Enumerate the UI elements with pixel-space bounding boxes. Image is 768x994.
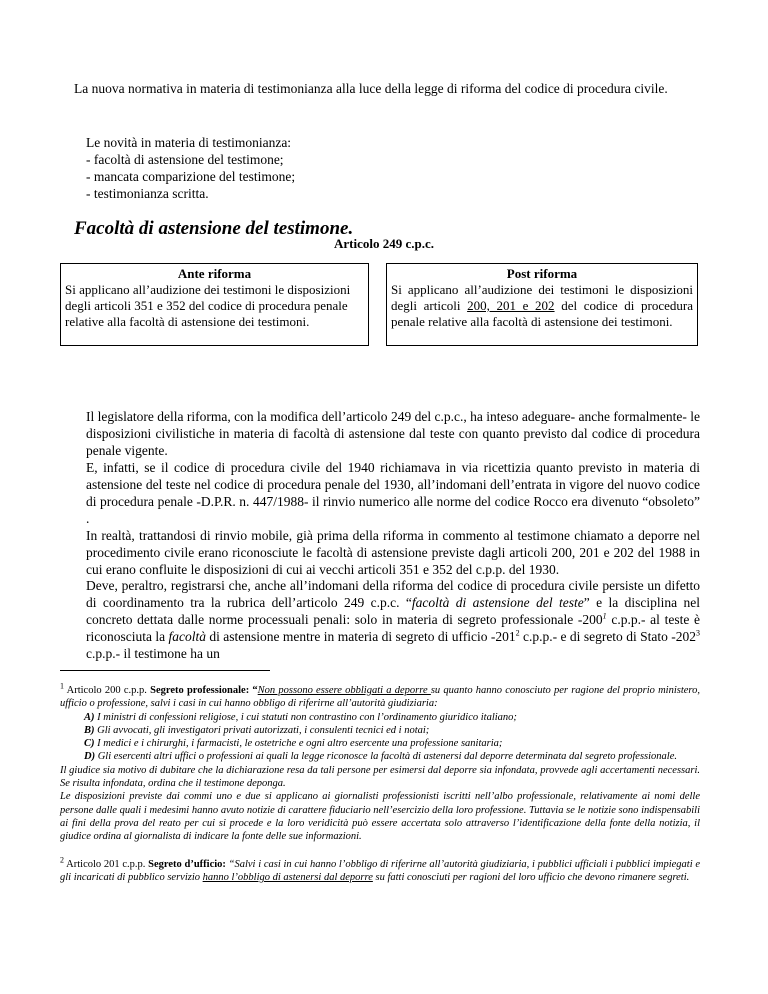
ante-riforma-box [60, 263, 369, 346]
text-run: Deve, peraltro, registrarsi che, anche all’indomani della riforma del codice di procedura civile persiste un difetto di coordinamento tra la rubrica dell’articolo 249 c.p.c. “ [86, 578, 700, 610]
novita-item: - testimonianza scritta. [86, 186, 209, 201]
list-text: I medici e i chirurghi, i farmacisti, le ostetriche e ogni altro esercente una professione sanitaria; [97, 738, 503, 750]
post-riforma-articles: 200, 201 e 202 [467, 298, 555, 313]
list-item [60, 711, 700, 724]
novita-title: Le novità in materia di testimonianza: [86, 135, 292, 150]
body-paragraph-1 [86, 408, 700, 578]
text-run: di astensione mentre in materia di segreto di ufficio -201 [206, 629, 516, 644]
footnote-number: 2 [60, 855, 64, 865]
footnote-ref-1[interactable]: 1 [602, 611, 607, 621]
text-run-italic: facoltà di astensione del teste [411, 595, 584, 610]
list-key: B) [84, 724, 95, 736]
list-key: A) [84, 711, 95, 723]
ante-riforma-heading: Ante riforma [177, 266, 252, 281]
text-run: ” e la disciplina nel concreto dettata dalle norme processuali penali: solo in materia di segreto professionale -200 [86, 595, 700, 627]
text-run-italic: su fatti conosciuti per ragioni del loro ufficio che devono rimanere segreti. [372, 872, 690, 884]
footnote-title: Segreto professionale: “ [150, 685, 258, 696]
intro-text: La nuova normativa in materia di testimonianza alla luce della legge di riforma del codice di procedura civile. [74, 81, 668, 96]
novita-item: - mancata comparizione del testimone; [86, 169, 296, 184]
text-run-italic: “Salvi i casi in cui hanno l’obbligo di riferirne all’autorità giudiziaria, i pubblici ufficiali i pubblici impiegati e gli incaricati di pubblico servizio [60, 859, 701, 884]
list-text: Gli avvocati, gli investigatori privati autorizzati, i consulenti tecnici ed i notai; [97, 724, 430, 736]
footnote-divider [60, 670, 270, 671]
list-text: Gli esercenti altri uffici o professioni ai quali la legge riconosce la facoltà di astenersi dal deporre determinata dal segreto professionale. [97, 751, 677, 763]
post-riforma-heading: Post riforma [506, 266, 578, 281]
body-line: In realtà, trattandosi di rinvio mobile, già prima della riforma in commento al testimone chiamato a deporre nel procedimento civile erano riconosciute le facoltà di astensione previste dagli articoli 200, 201 e 202 del 1988 in cui erano confluite le disposizioni di cui ai vecchi articoli 351 e 352 del c.p.p. del 1930. [86, 528, 700, 577]
article-title: Articolo 249 c.p.c. [333, 236, 434, 251]
text-run: Articolo 201 c.p.p. [64, 859, 149, 870]
post-riforma-text-pre: Si applicano all’audizione dei testimoni le disposizioni degli articoli [391, 282, 693, 313]
text-run-underlined: hanno l’obbligo di astenersi dal deporre [202, 872, 373, 884]
footnote-ref-2[interactable]: 2 [515, 628, 520, 638]
novita-item: - facoltà di astensione del testimone; [86, 152, 284, 167]
footnote-1-para: Le disposizioni previste dai commi uno e due si applicano ai giornalisti professionisti iscritti nell’albo professionale, relativamente ai nomi delle persone dalle quali i medesimi hanno avuto notizie di carattere fiduciario nell’esercizio della loro professione. Tuttavia se le notizie sono indispensabili ai fini della prova del reato per cui si procede e la loro veridicità può essere accertata solo attraverso l’identificazione della fonte della notizia, il giudice ordina al giornalista di indicare la fonte delle sue informazioni. [60, 791, 700, 843]
text-run: Articolo 200 c.p.p. [64, 685, 151, 696]
body-paragraph-2 [86, 577, 700, 662]
list-key: D) [84, 751, 96, 763]
list-text: I ministri di confessioni religiose, i cui statuti non contrastino con l’ordinamento giuridico italiano; [97, 711, 517, 723]
body-line: Il legislatore della riforma, con la modifica dell’articolo 249 del c.p.c., ha inteso adeguare- anche formalmente- le disposizioni civilistiche in materia di facoltà di astensione dal teste con quanto previsto dal codice di procedura penale vigente. [86, 409, 700, 458]
footnote-1-head [60, 681, 700, 711]
footnote-1-list [60, 711, 700, 764]
text-run: c.p.p.- e di segreto di Stato -202 [519, 629, 696, 644]
section-title: Facoltà di astensione del testimone. [74, 218, 354, 239]
list-item [60, 750, 700, 763]
text-run: c.p.p.- il testimone ha un [86, 646, 220, 661]
list-item [60, 737, 700, 750]
footnote-ref-3[interactable]: 3 [696, 628, 700, 638]
footnote-2 [60, 855, 701, 885]
footnote-1-para: Il giudice sia motivo di dubitare che la dichiarazione resa da tali persone per esimersi dal deporre sia infondata, provvede agli accertamenti necessari. Se risulta infondata, ordina che il testimone deponga. [60, 764, 700, 790]
list-key: C) [84, 738, 95, 750]
body-line: E, infatti, se il codice di procedura civile del 1940 richiamava in via ricettizia quanto previsto in materia di astensione del teste nel codice di procedura penale del 1930, all’indomani dell’entrata in vigore del nuovo codice di procedura penale -D.P.R. n. 447/1988- il rinvio numerico alle norme del codice Rocco era divenuto “obsoleto” . [86, 460, 700, 526]
ante-riforma-text: Si applicano all’audizione dei testimoni le disposizioni degli articoli 351 e 352 del codice di procedura penale relative alla facoltà di astensione dei testimoni. [65, 282, 351, 329]
text-run: c.p.p.- al teste è riconosciuta la [86, 612, 700, 644]
list-item [60, 724, 700, 737]
text-run-italic: facoltà [168, 629, 207, 644]
post-riforma-text-post: del codice di procedura penale relative alla facoltà di astensione dei testimoni. [391, 298, 693, 329]
text-run-italic: su quanto hanno conosciuto per ragione del proprio ministero, ufficio o professione, salvi i casi in cui hanno obbligo di riferirne all’autorità giudiziaria: [60, 685, 700, 710]
novita-list [86, 134, 646, 202]
post-riforma-box [386, 263, 698, 346]
footnote-number: 1 [60, 681, 64, 691]
text-run-underlined: Non possono essere obbligati a deporre [257, 685, 431, 696]
post-riforma-text [391, 282, 693, 330]
footnote-1 [60, 681, 700, 844]
footnote-title: Segreto d’ufficio: [148, 859, 226, 870]
